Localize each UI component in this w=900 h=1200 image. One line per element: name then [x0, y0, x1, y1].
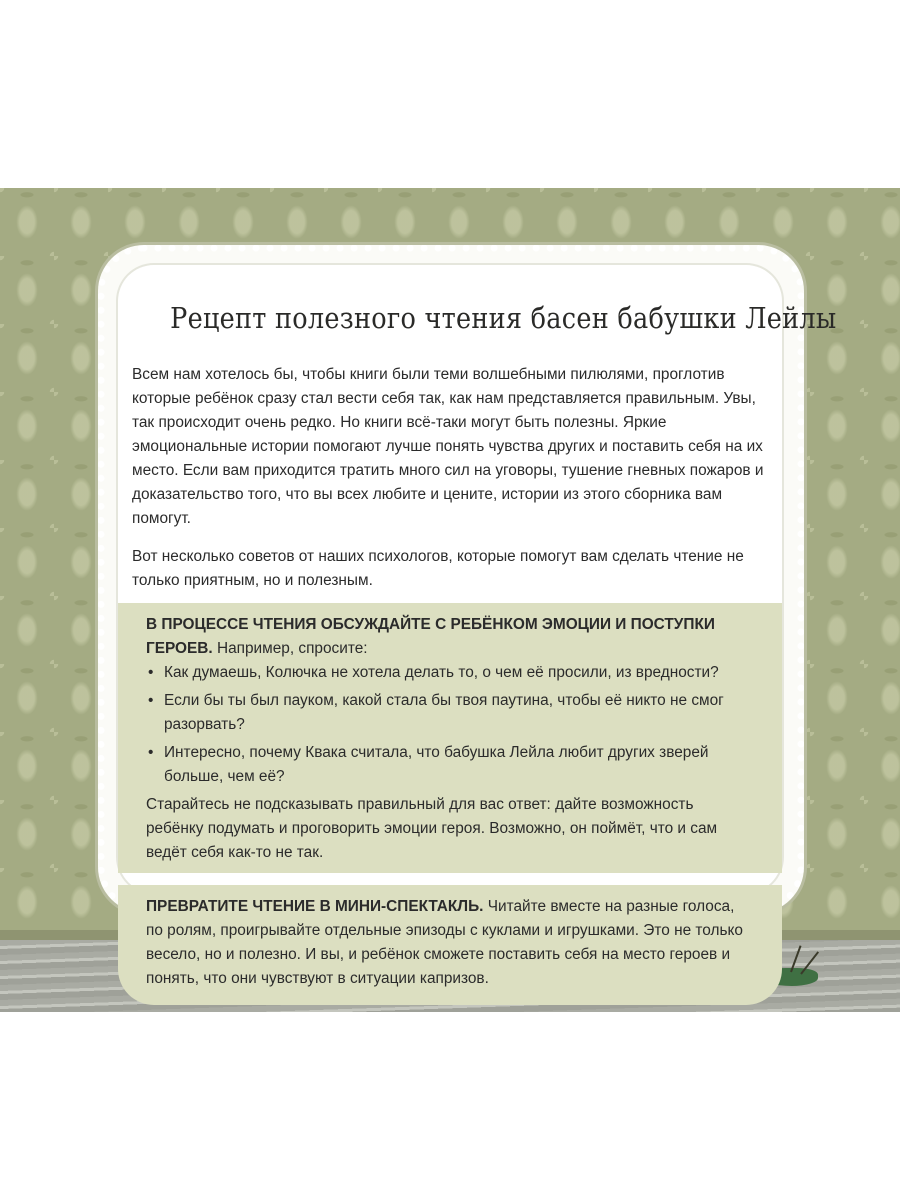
intro-paragraph: Всем нам хотелось бы, чтобы книги были теми волшебными пилюлями, проглотив которые ребёнок сразу стал вести себя так, как нам представляется правильным. Увы, так происходит очень редко. Но книги всё-таки могут быть полезны. Яркие эмоциональные истории помогают лучше понять чувства других и поставить себя на их место. Если вам приходится тратить много сил на уговоры, тушение гневных пожаров и доказательство того, что вы всех любите и цените, истории из этого сборника вам помогут.	[132, 366, 764, 527]
list-item: • Как думаешь, Колючка не хотела делать то, о чем её просили, из вредности?	[146, 661, 754, 685]
list-item: • Интересно, почему Квака считала, что бабушка Лейла любит других зверей больше, чем её?	[146, 741, 754, 789]
recipe-card	[118, 265, 837, 987]
tip-text: Например, спросите:	[212, 640, 368, 657]
advice-intro-paragraph: Вот несколько советов от наших психологов, которые помогут вам сделать чтение не только приятным, но и полезным.	[132, 548, 744, 589]
question-list	[146, 661, 754, 789]
tip-paragraph	[146, 613, 754, 661]
tip-heading: В ПРОЦЕССЕ ЧТЕНИЯ ОБСУЖДАЙТЕ С РЕБЁНКОМ ЭМОЦИИ И ПОСТУПКИ ГЕРОЕВ.	[146, 616, 715, 657]
tip-box-discuss	[118, 603, 782, 873]
list-item: • Если бы ты был пауком, какой стала бы твоя паутина, чтобы её никто не смог разорвать?	[146, 689, 754, 737]
tip-heading: ПРЕВРАТИТЕ ЧТЕНИЕ В МИНИ-СПЕКТАКЛЬ.	[146, 898, 484, 915]
page-title: Рецепт полезного чтения басен бабушки Лейлы	[170, 301, 837, 335]
tip-text: Читайте вместе на разные голоса, по ролям, проигрывайте отдельные эпизоды с куклами и игрушками. Это не только весело, но и полезно. И вы, и ребёнок сможете поставить себя на место героев и понять, что они чувствуют в ситуации капризов.	[146, 898, 743, 987]
tip-followup: Старайтесь не подсказывать правильный для вас ответ: дайте возможность ребёнку подумать и проговорить эмоции героя. Возможно, он поймёт, что и сам ведёт себя как-то не так.	[146, 796, 718, 861]
tip-box-play	[118, 885, 782, 1005]
tip-paragraph	[146, 895, 754, 991]
